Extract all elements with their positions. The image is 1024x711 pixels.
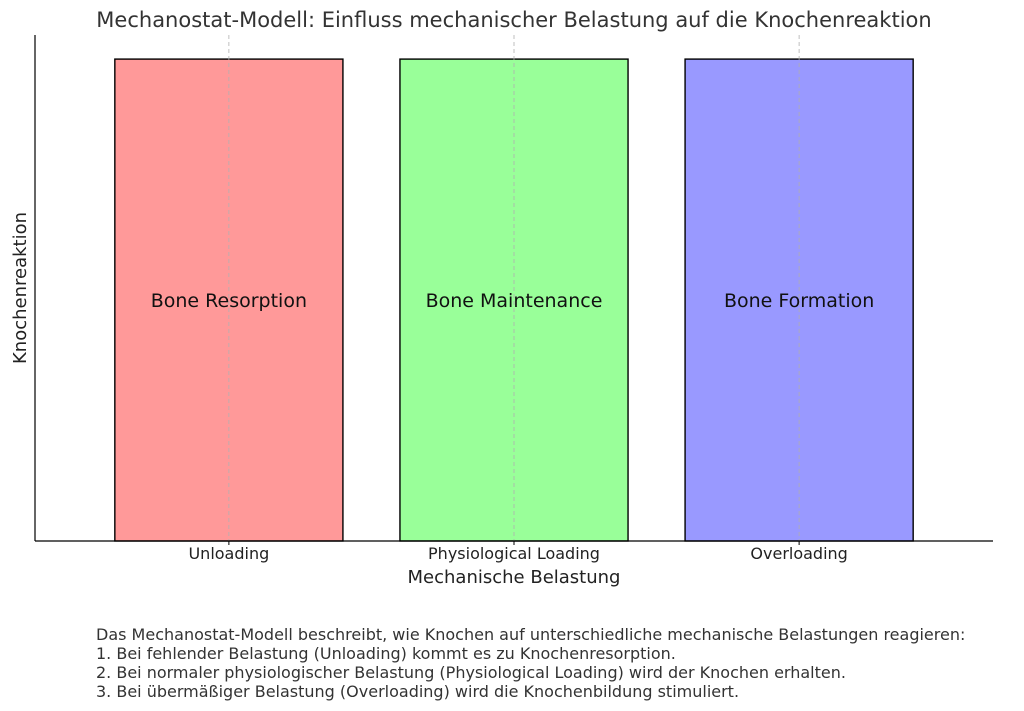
x-tick-label: Overloading — [750, 544, 848, 563]
chart-title: Mechanostat-Modell: Einfluss mechanischer Belastung auf die Knochenreaktion — [96, 8, 932, 32]
bar-label: Bone Maintenance — [425, 290, 603, 313]
x-tick-labels — [188, 541, 847, 563]
bar-labels — [151, 290, 875, 312]
bar-label: Bone Formation — [723, 290, 875, 313]
caption-line-overloading: 3. Bei übermäßiger Belastung (Overloading) wird die Knochenbildung stimuliert. — [96, 682, 740, 701]
x-axis-label: Mechanische Belastung — [407, 567, 621, 588]
x-tick-label: Physiological Loading — [428, 544, 600, 563]
y-axis-label: Knochenreaktion — [10, 211, 31, 365]
caption-line-physiological: 2. Bei normaler physiologischer Belastung (Physiological Loading) wird der Knochen erhalten. — [96, 663, 846, 682]
caption-line-intro: Das Mechanostat-Modell beschreibt, wie Knochen auf unterschiedliche mechanische Belastungen reagieren: — [96, 625, 966, 644]
caption — [96, 625, 965, 701]
bar-label: Bone Resorption — [150, 290, 308, 313]
x-tick-label: Unloading — [188, 544, 270, 563]
caption-line-unloading: 1. Bei fehlender Belastung (Unloading) kommt es zu Knochenresorption. — [96, 644, 676, 663]
